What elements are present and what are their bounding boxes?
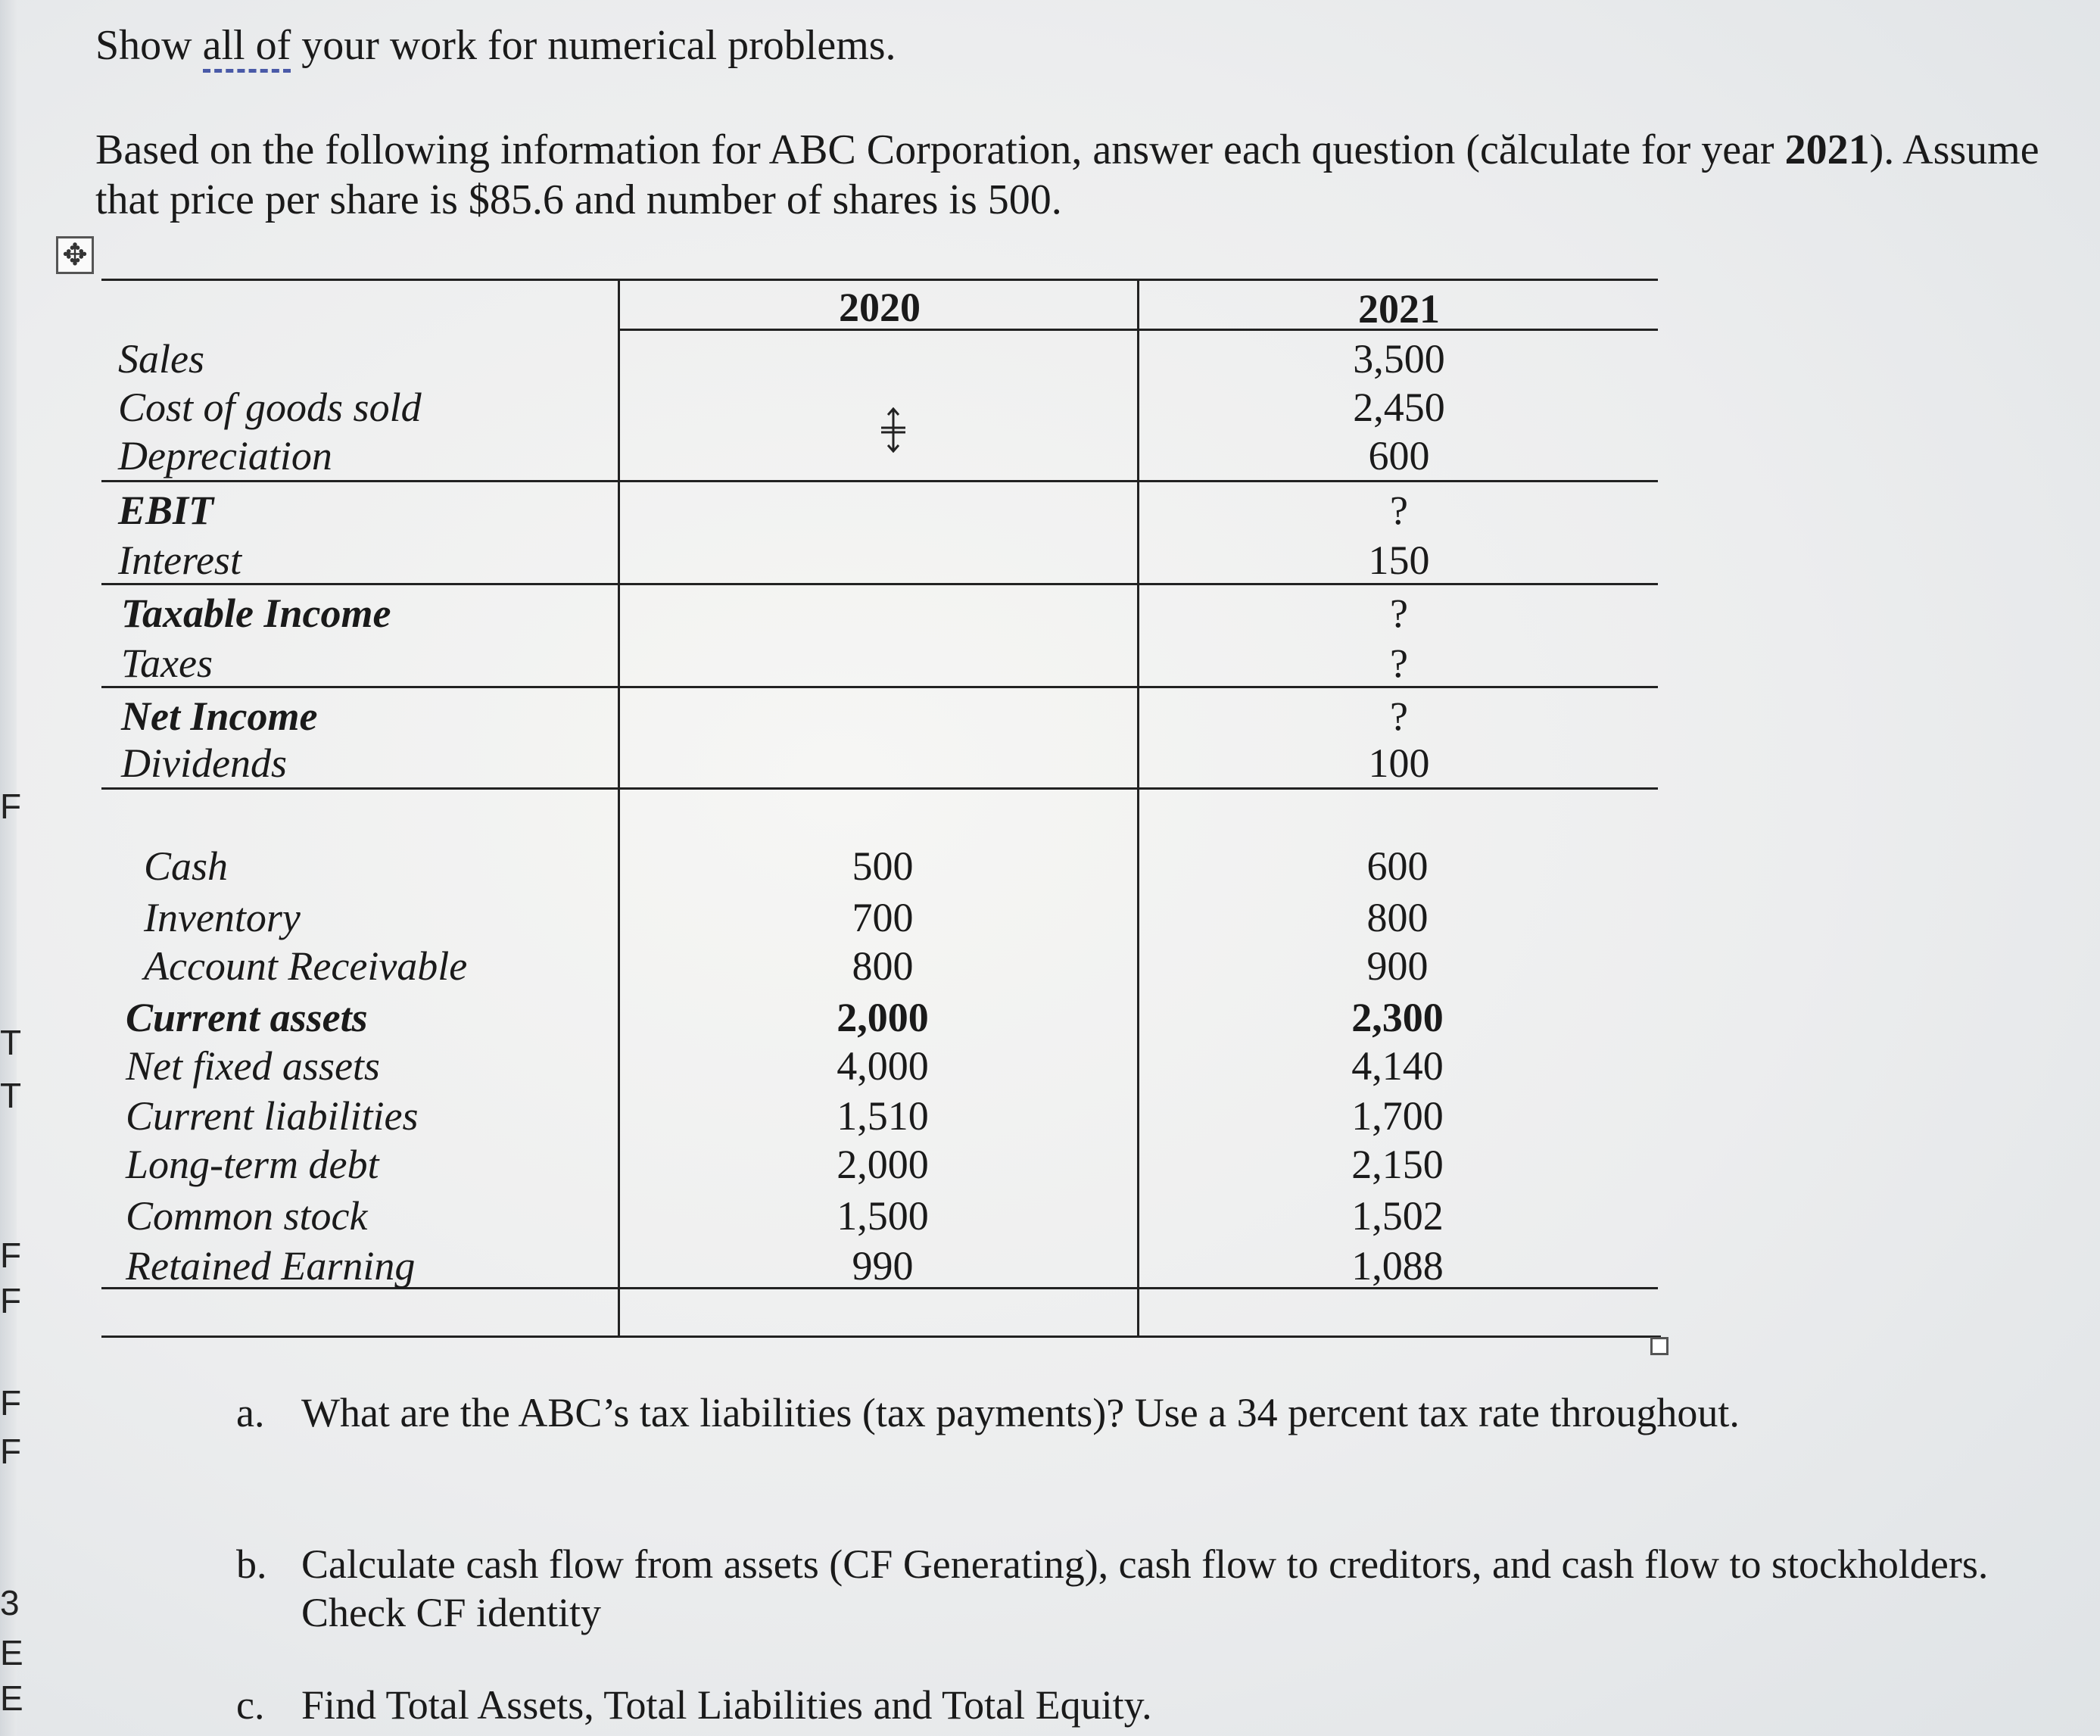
value-2020: 800 (852, 943, 914, 989)
instruction-after: your work for numerical problems. (291, 22, 896, 69)
edge-mark: E (0, 1678, 23, 1718)
row-label: Retained Earning (126, 1243, 416, 1289)
value-2021: 1,700 (1351, 1093, 1444, 1139)
left-edge-strip (0, 0, 23, 1736)
row-label: Cost of goods sold (118, 385, 422, 430)
edge-mark: F (0, 1281, 22, 1320)
instruction-emphasis: all of (203, 22, 291, 73)
row-label: Long-term debt (126, 1142, 379, 1187)
value-2020: 1,500 (837, 1193, 929, 1239)
value-2021: ? (1390, 488, 1408, 533)
value-2021: 3,500 (1353, 336, 1445, 382)
intro-part1: Based on the following information for ABC Corporation, answer each question (călculate for year (95, 126, 1785, 173)
header-2020: 2020 (839, 285, 921, 330)
row-label: EBIT (118, 488, 214, 533)
value-2021: 600 (1366, 843, 1429, 889)
edge-mark: F (0, 1432, 22, 1471)
table-rule (101, 480, 1658, 482)
value-2021: 100 (1368, 740, 1430, 786)
row-label: Taxable Income (121, 591, 391, 636)
row-label: Taxes (121, 640, 213, 686)
value-2021: 600 (1368, 433, 1430, 478)
value-2021: 1,088 (1351, 1243, 1444, 1289)
resize-handle-icon[interactable] (1650, 1337, 1668, 1355)
row-label: Common stock (126, 1193, 368, 1239)
table-rule (101, 279, 1658, 281)
table-column-rule (618, 279, 620, 1336)
row-label: Account Receivable (144, 943, 468, 989)
value-2020: 500 (852, 843, 914, 889)
intro-part2: ). Assume that price per share is $85.6 and number of shares is 500. (95, 126, 2039, 223)
move-icon[interactable]: ✥ (56, 236, 94, 274)
question-b-line1: Calculate cash flow from assets (CF Generating), cash flow to creditors, and cash flow to stockholders. (301, 1541, 1989, 1587)
header-2021: 2021 (1358, 286, 1440, 332)
value-2021: 1,502 (1351, 1193, 1444, 1239)
intro-year: 2021 (1784, 126, 1870, 173)
row-label: Depreciation (118, 433, 332, 478)
row-label: Inventory (144, 895, 301, 940)
row-label: Interest (118, 538, 241, 583)
row-label: Net Income (121, 693, 318, 739)
value-2020: 4,000 (837, 1043, 929, 1089)
edge-mark: T (0, 1076, 22, 1115)
row-label: Dividends (121, 740, 287, 786)
value-2021: 2,450 (1353, 385, 1445, 430)
value-2020: 700 (852, 895, 914, 940)
intro-paragraph (95, 125, 2049, 225)
instruction-before: Show (95, 22, 203, 69)
value-2020: 990 (852, 1243, 914, 1289)
value-2020: 2,000 (837, 995, 929, 1040)
resize-cursor-icon (878, 407, 908, 453)
value-2021: 4,140 (1351, 1043, 1444, 1089)
edge-mark: E (0, 1633, 23, 1672)
table-rule (101, 787, 1658, 790)
row-label: Current assets (126, 995, 368, 1040)
row-label: Sales (118, 336, 204, 382)
value-2021: 2,300 (1351, 995, 1444, 1040)
value-2021: 900 (1366, 943, 1429, 989)
value-2020: 2,000 (837, 1142, 929, 1187)
question-letter: c. (236, 1682, 265, 1728)
question-c: Find Total Assets, Total Liabilities and Total Equity. (301, 1682, 1152, 1728)
value-2021: 150 (1368, 538, 1430, 583)
table-column-rule (1137, 279, 1139, 1336)
row-label: Current liabilities (126, 1093, 419, 1139)
value-2020: 1,510 (837, 1093, 929, 1139)
value-2021: ? (1390, 591, 1408, 636)
row-label: Net fixed assets (126, 1043, 380, 1089)
table-rule (101, 1336, 1661, 1338)
edge-mark: T (0, 1023, 22, 1062)
instruction-line (95, 21, 896, 70)
question-a: What are the ABC’s tax liabilities (tax payments)? Use a 34 percent tax rate throughout. (301, 1390, 1740, 1435)
edge-mark: F (0, 787, 22, 826)
question-b-line2: Check CF identity (301, 1590, 601, 1635)
value-2021: 2,150 (1351, 1142, 1444, 1187)
edge-mark: F (0, 1383, 22, 1423)
value-2021: ? (1390, 640, 1408, 686)
question-letter: a. (236, 1390, 265, 1435)
value-2021: 800 (1366, 895, 1429, 940)
edge-mark: 3 (0, 1583, 20, 1622)
question-letter: b. (236, 1541, 267, 1587)
value-2021: ? (1390, 693, 1408, 739)
edge-mark: F (0, 1236, 22, 1275)
row-label: Cash (144, 843, 229, 889)
